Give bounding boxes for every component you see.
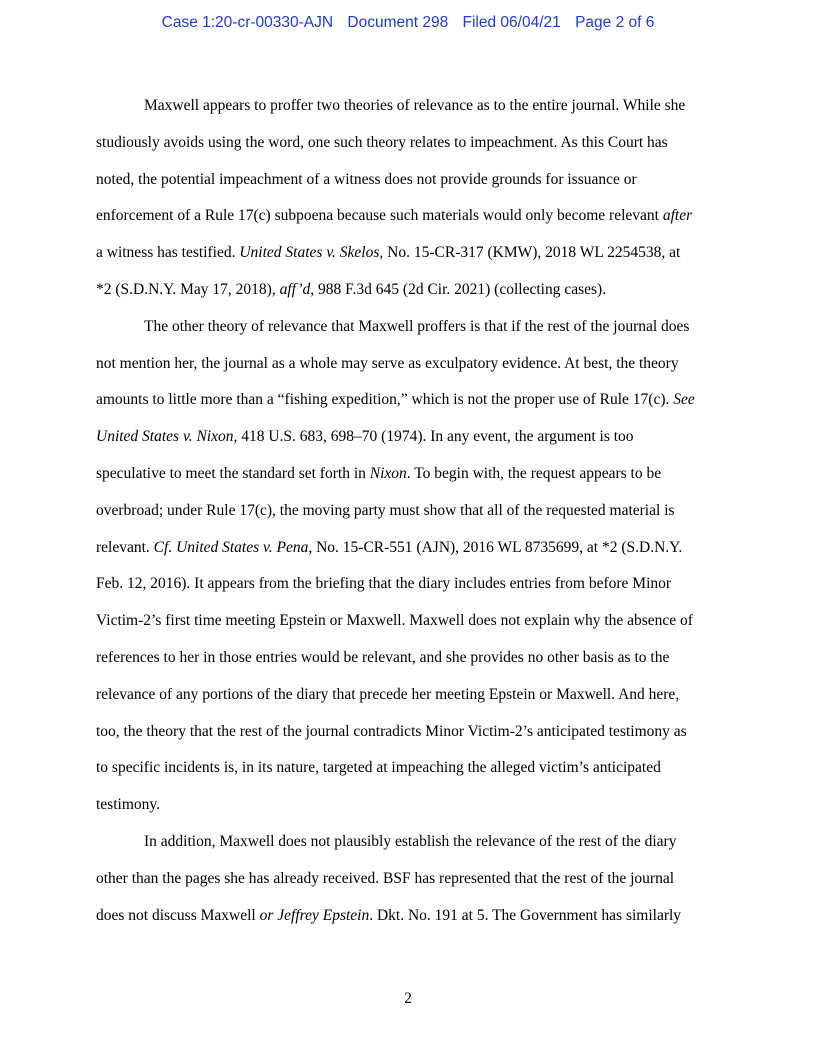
text-segment: noted, the potential impeachment of a witness does not provide grounds for issuance or [96,170,637,188]
text-segment: not mention her, the journal as a whole may serve as exculpatory evidence. At best, the theory [96,354,679,372]
text-segment: does not discuss Maxwell [96,906,260,924]
text-line [96,755,724,792]
text-segment: relevance of any portions of the diary that precede her meeting Epstein or Maxwell. And here, [96,685,680,703]
text-line [96,645,724,682]
text-segment: speculative to meet the standard set forth in [96,464,370,482]
text-segment: Victim-2’s first time meeting Epstein or Maxwell. Maxwell does not explain why the absence of [96,612,693,630]
text-segment: Feb. 12, 2016). It appears from the briefing that the diary includes entries from before Minor [96,575,672,593]
italic-text: See [673,391,695,409]
text-line [96,203,724,240]
case-header [0,14,816,32]
text-segment: amounts to little more than a “fishing expedition,” which is not the proper use of Rule 17(c). [96,391,674,409]
text-line [96,167,724,204]
text-line [96,498,724,535]
italic-text: aff’d [279,280,311,298]
document-number: Document 298 [347,14,449,31]
text-segment: relevant. [96,538,154,556]
text-line [96,866,724,903]
text-segment: In addition, Maxwell does not plausibly establish the relevance of the rest of the diary [144,832,677,850]
text-segment: , 988 F.3d 645 (2d Cir. 2021) (collecting cases). [310,280,607,298]
text-line [96,829,724,866]
italic-text: United States v. Nixon, [96,428,238,446]
text-line [96,240,724,277]
text-segment: , No. 15-CR-551 (AJN), 2016 WL 8735699, at *2 (S.D.N.Y. [308,538,683,556]
text-segment: a witness has testified. [96,244,240,262]
text-line [96,277,724,314]
text-segment: The other theory of relevance that Maxwell proffers is that if the rest of the journal does [144,317,690,335]
text-segment: other than the pages she has already received. BSF has represented that the rest of the journal [96,869,675,887]
text-line [96,93,724,130]
text-segment: overbroad; under Rule 17(c), the moving party must show that all of the requested material is [96,501,675,519]
text-line [96,130,724,167]
page-number: 2 [404,990,412,1007]
text-line [96,903,724,940]
filed-date: Filed 06/04/21 [462,14,561,31]
text-line [96,535,724,572]
text-segment: too, the theory that the rest of the journal contradicts Minor Victim-2’s anticipated testimony as [96,722,687,740]
text-segment: 418 U.S. 683, 698–70 (1974). In any event, the argument is too [237,428,634,446]
text-segment: , No. 15-CR-317 (KMW), 2018 WL 2254538, at [379,244,681,262]
text-line [96,571,724,608]
text-line [96,719,724,756]
italic-text: after [662,207,693,225]
text-segment: to specific incidents is, in its nature, targeted at impeaching the alleged victim’s anticipated [96,759,661,777]
italic-text: or Jeffrey Epstein [259,906,370,924]
text-segment: Maxwell appears to proffer two theories of relevance as to the entire journal. While she [144,97,686,114]
case-number: Case 1:20-cr-00330-AJN [161,14,334,31]
text-segment: *2 (S.D.N.Y. May 17, 2018), [96,280,280,298]
page-indicator: Page 2 of 6 [575,14,655,31]
text-segment: . To begin with, the request appears to be [406,464,662,482]
italic-text: Cf. United States v. Pena [153,538,309,556]
text-line [96,387,724,424]
document-body [96,93,724,939]
text-segment: references to her in those entries would be relevant, and she provides no other basis as to the [96,648,670,666]
text-line [96,351,724,388]
text-segment: testimony. [96,796,161,814]
italic-text: United States v. Skelos [239,244,380,262]
text-segment: . Dkt. No. 191 at 5. The Government has similarly [369,906,682,924]
text-line [96,792,724,829]
italic-text: Nixon [369,464,407,482]
text-line [96,314,724,351]
text-line [96,682,724,719]
text-segment: studiously avoids using the word, one such theory relates to impeachment. As this Court has [96,133,668,151]
text-segment: enforcement of a Rule 17(c) subpoena because such materials would only become relevant [96,207,663,225]
text-line [96,461,724,498]
text-line [96,608,724,645]
text-line [96,424,724,461]
